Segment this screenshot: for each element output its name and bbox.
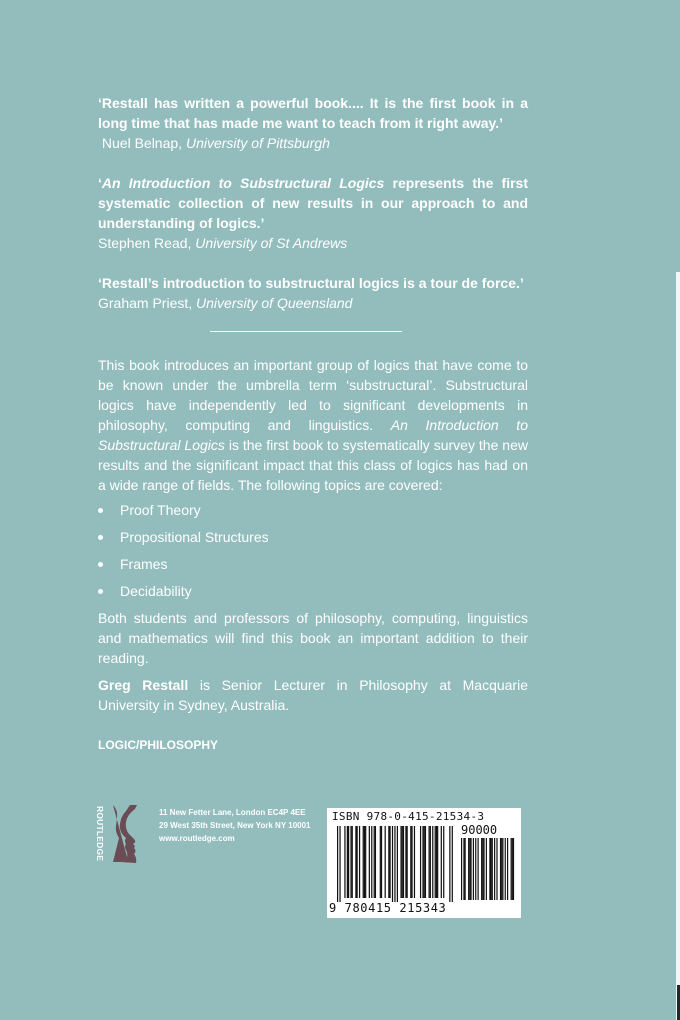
barcode-bar	[513, 838, 514, 900]
bullet-icon	[98, 535, 103, 540]
quote-open-mark: ‘	[98, 175, 102, 191]
barcode-bar	[436, 826, 437, 898]
barcode-bar	[507, 838, 508, 900]
price-code: 90000	[461, 823, 498, 837]
bullet-icon	[98, 508, 103, 513]
bullet-icon	[98, 562, 103, 567]
isbn-number: ISBN 978-0-415-21534-3	[332, 810, 485, 823]
barcode-bar	[363, 826, 364, 898]
barcode-bar	[371, 826, 372, 898]
barcode-bar	[389, 826, 390, 898]
author-name: Greg Restall	[98, 677, 189, 693]
barcode-bar	[494, 838, 495, 900]
review-2	[98, 173, 528, 253]
review-attribution	[98, 233, 528, 253]
barcode-bar	[469, 838, 470, 900]
barcode-bar	[435, 826, 436, 898]
barcode-bar	[400, 826, 401, 898]
barcode-bar	[348, 826, 349, 898]
barcode-bar	[422, 826, 423, 898]
topic-label: Proof Theory	[120, 502, 201, 518]
barcode-bar	[483, 838, 484, 900]
barcode-bar	[443, 826, 444, 898]
list-item	[98, 551, 528, 578]
barcode-bar	[470, 838, 471, 900]
topic-label: Frames	[120, 556, 168, 572]
description-text	[98, 355, 528, 495]
barcode-bar	[478, 838, 479, 900]
book-title: An Introduction to Substructural Logics	[98, 417, 528, 453]
review-attribution	[98, 293, 528, 313]
barcode-bar	[461, 838, 462, 900]
publisher-address	[159, 806, 310, 845]
barcode-bar	[425, 826, 426, 898]
barcode-bar	[350, 826, 351, 898]
barcode-bar	[411, 826, 412, 898]
barcode-bar	[388, 826, 389, 898]
reviewer-affiliation: University of St Andrews	[195, 235, 348, 251]
audience	[98, 608, 528, 668]
barcode-bar	[380, 826, 381, 898]
review-quote: ‘Restall has written a powerful book.... It is the first book in a long time that has made me want to teach from it right away.’	[98, 95, 528, 131]
book-title: An Introduction to Substructural Logics	[101, 175, 385, 191]
topics-list	[98, 497, 528, 605]
ean-number: 9 780415 215343	[329, 901, 447, 915]
barcode-bar	[481, 838, 482, 900]
barcode-bar	[496, 838, 497, 900]
barcode-bar	[463, 838, 464, 900]
barcode-bar	[357, 826, 358, 898]
review-quote: ‘Restall’s introduction to substructural logics is a tour de force.’	[98, 275, 524, 291]
author-bio-detail: is Senior Lecturer in Philosophy at Macquarie University in Sydney, Australia.	[98, 677, 528, 713]
reviewer-name: Stephen Read,	[98, 235, 192, 251]
barcode-bar	[347, 826, 348, 898]
barcode-bar	[452, 826, 453, 902]
reviewer-name: Graham Priest,	[98, 295, 193, 311]
author-bio	[98, 675, 528, 715]
barcode-bar	[392, 826, 393, 902]
reviewer-affiliation: University of Queensland	[196, 295, 353, 311]
barcode-bar	[397, 826, 398, 902]
barcode-bar	[512, 838, 513, 900]
section-divider	[210, 331, 402, 332]
routledge-logo-icon	[93, 804, 139, 864]
subject-category: LOGIC/PHILOSOPHY	[98, 738, 219, 752]
barcode-bar	[429, 826, 430, 898]
barcode-bar	[432, 826, 433, 898]
barcode-bar	[407, 826, 408, 898]
barcode-bar	[430, 826, 431, 898]
list-item	[98, 497, 528, 524]
isbn-barcode	[327, 808, 521, 918]
barcode-bar	[473, 838, 474, 900]
barcode-bar	[492, 838, 493, 900]
barcode-bar	[374, 826, 375, 898]
barcode-bar	[385, 826, 386, 898]
right-edge-strip	[676, 272, 680, 1020]
review-quote	[98, 173, 528, 233]
barcode-bar	[344, 826, 345, 898]
barcode-bar	[465, 838, 466, 900]
barcode-bar	[414, 826, 415, 898]
barcode-bar	[394, 826, 395, 902]
barcode-bar	[337, 826, 338, 902]
barcode-bar	[505, 838, 506, 900]
barcode-bar	[468, 838, 469, 900]
barcode-bar	[441, 826, 442, 898]
author-bio-text	[98, 675, 528, 715]
barcode-bar	[375, 826, 376, 898]
address-london: 11 New Fetter Lane, London EC4P 4EE	[159, 808, 306, 817]
address-new-york: 29 West 35th Street, New York NY 10001	[159, 821, 311, 830]
description-part-2: is the first book to systematically survey the new results and the significant impact that this class of logics has had on a wide range of fields. The following topics are covered:	[98, 437, 528, 493]
quote-text: represents the first systematic collection of new results in our approach to and understanding of logics.’	[98, 175, 529, 231]
barcode-bar	[511, 838, 512, 900]
review-attribution	[98, 133, 528, 153]
barcode-bar	[424, 826, 425, 898]
barcode-bar	[369, 826, 370, 898]
reviewer-name: Nuel Belnap,	[101, 135, 183, 151]
review-3	[98, 273, 528, 313]
barcode-bar	[486, 838, 487, 900]
audience-text: Both students and professors of philosophy, computing, linguistics and mathematics will find this book an important addition to their reading.	[98, 610, 528, 666]
publisher-website: www.routledge.com	[159, 834, 235, 843]
topic-label: Propositional Structures	[120, 529, 269, 545]
description	[98, 355, 528, 495]
barcode-bar	[339, 826, 340, 902]
barcode-bar	[482, 838, 483, 900]
barcode-bar	[449, 826, 450, 902]
barcode-bar	[365, 826, 366, 898]
reviewer-affiliation: University of Pittsburgh	[185, 135, 330, 151]
list-item	[98, 578, 528, 605]
barcode-bar	[420, 826, 421, 898]
barcode-bar	[403, 826, 404, 898]
barcode-bar	[359, 826, 360, 898]
barcode-bar	[437, 826, 438, 898]
barcode-bar	[405, 826, 406, 898]
barcode-bar	[475, 838, 476, 900]
barcode-bar	[410, 826, 411, 898]
bullet-icon	[98, 589, 103, 594]
barcode-bar	[500, 838, 501, 900]
list-item	[98, 524, 528, 551]
review-1	[98, 93, 528, 153]
description-part-1: This book introduces an important group of logics that have come to be known under the umbrella term ‘substructural’. Substructural logics have independently led to significant developments in philosophy, computing and linguistics.	[98, 357, 528, 433]
barcode-bar	[364, 826, 365, 898]
barcode-bar	[501, 838, 502, 900]
topics-list-wrap	[98, 497, 528, 605]
topic-label: Decidability	[120, 583, 192, 599]
logo-wordmark: ROUTLEDGE	[95, 806, 105, 862]
barcode-bar	[355, 826, 356, 898]
barcode-bar	[381, 826, 382, 898]
barcode-bar	[491, 838, 492, 900]
barcode-bar	[489, 838, 490, 900]
barcode-bar	[402, 826, 403, 898]
barcode-bar	[352, 826, 353, 898]
barcode-bar	[502, 838, 503, 900]
